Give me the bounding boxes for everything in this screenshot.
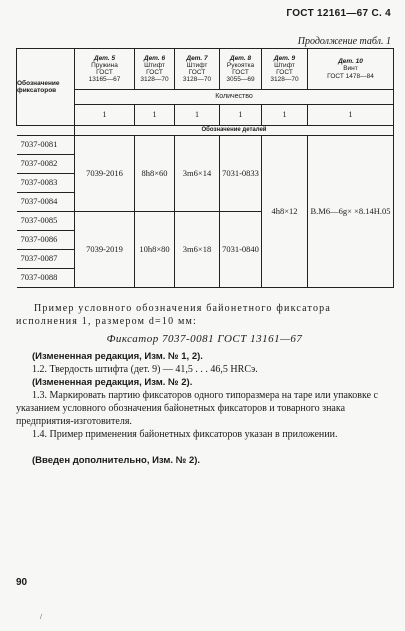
clause-1-3: 1.3. Маркировать партию фиксаторов одного типоразмера на таре или упаковке с указанием условного обозначения байонетных фиксаторов и товарного знака предприятия-изготовителя.: [16, 390, 378, 427]
quantity-part9: 1: [262, 105, 308, 126]
code-row: 7037-0083: [17, 174, 75, 193]
clause-1-2: 1.2. Твердость штифта (дет. 9) — 41,5 . . . 46,5 HRCэ.: [32, 364, 258, 375]
group1-part6: 8h8×60: [135, 136, 175, 212]
clause-1-4: 1.4. Пример применения байонетных фиксаторов указан в приложении.: [32, 429, 338, 440]
margin-mark: /: [40, 613, 42, 621]
header-part9: Дет. 9 Штифт ГОСТ 3128—70: [262, 49, 308, 90]
code-row: 7037-0086: [17, 231, 75, 250]
code-row: 7037-0088: [17, 269, 75, 288]
code-row: 7037-0084: [17, 193, 75, 212]
code-row: 7037-0087: [17, 250, 75, 269]
quantity-part8: 1: [220, 105, 262, 126]
header-part10: Дет. 10 Винт ГОСТ 1478—84: [308, 49, 394, 90]
quantity-part10: 1: [308, 105, 394, 126]
group2-part5: 7039-2019: [75, 212, 135, 288]
revision-note-1: (Измененная редакция, Изм. № 1, 2).: [32, 351, 203, 362]
part10-value: В.М6—6g× ×8.14H.05: [308, 136, 394, 288]
group1-part7: 3m6×14: [175, 136, 220, 212]
header-part7: Дет. 7 Штифт ГОСТ 3128—70: [175, 49, 220, 90]
group1-part5: 7039-2016: [75, 136, 135, 212]
fixator-parts-table: [16, 48, 394, 288]
part9-value: 4h8×12: [262, 136, 308, 288]
code-row: 7037-0085: [17, 212, 75, 231]
header-part6: Дет. 6 Штифт ГОСТ 3128—70: [135, 49, 175, 90]
group1-part8: 7031-0833: [220, 136, 262, 212]
group2-part6: 10h8×80: [135, 212, 175, 288]
header-part8: Дет. 8 Рукоятка ГОСТ 3055—69: [220, 49, 262, 90]
group2-part8: 7031-0840: [220, 212, 262, 288]
table-continuation-label: Продолжение табл. 1: [297, 36, 391, 47]
quantity-part6: 1: [135, 105, 175, 126]
header-part5: Дет. 5 Пружина ГОСТ 13165—67: [75, 49, 135, 90]
revision-note-2: (Измененная редакция, Изм. № 2).: [32, 377, 193, 388]
page-header: ГОСТ 12161—67 С. 4: [286, 8, 391, 19]
group2-part7: 3m6×18: [175, 212, 220, 288]
example-paragraph: Пример условного обозначения байонетного фиксатора исполнения 1, размером d=10 мм:: [16, 303, 331, 327]
designation-label: Обозначение деталей: [75, 126, 394, 136]
introduced-note: (Введен дополнительно, Изм. № 2).: [32, 455, 201, 466]
header-designation-col: Обозначение фиксаторов: [17, 49, 75, 126]
code-row: 7037-0081: [17, 136, 75, 155]
example-designation: Фиксатор 7037-0081 ГОСТ 13161—67: [106, 333, 303, 345]
quantity-part5: 1: [75, 105, 135, 126]
code-row: 7037-0082: [17, 155, 75, 174]
page-number: 90: [16, 577, 28, 588]
quantity-label: Количество: [75, 90, 394, 105]
quantity-part7: 1: [175, 105, 220, 126]
designation-spacer: [17, 126, 75, 136]
